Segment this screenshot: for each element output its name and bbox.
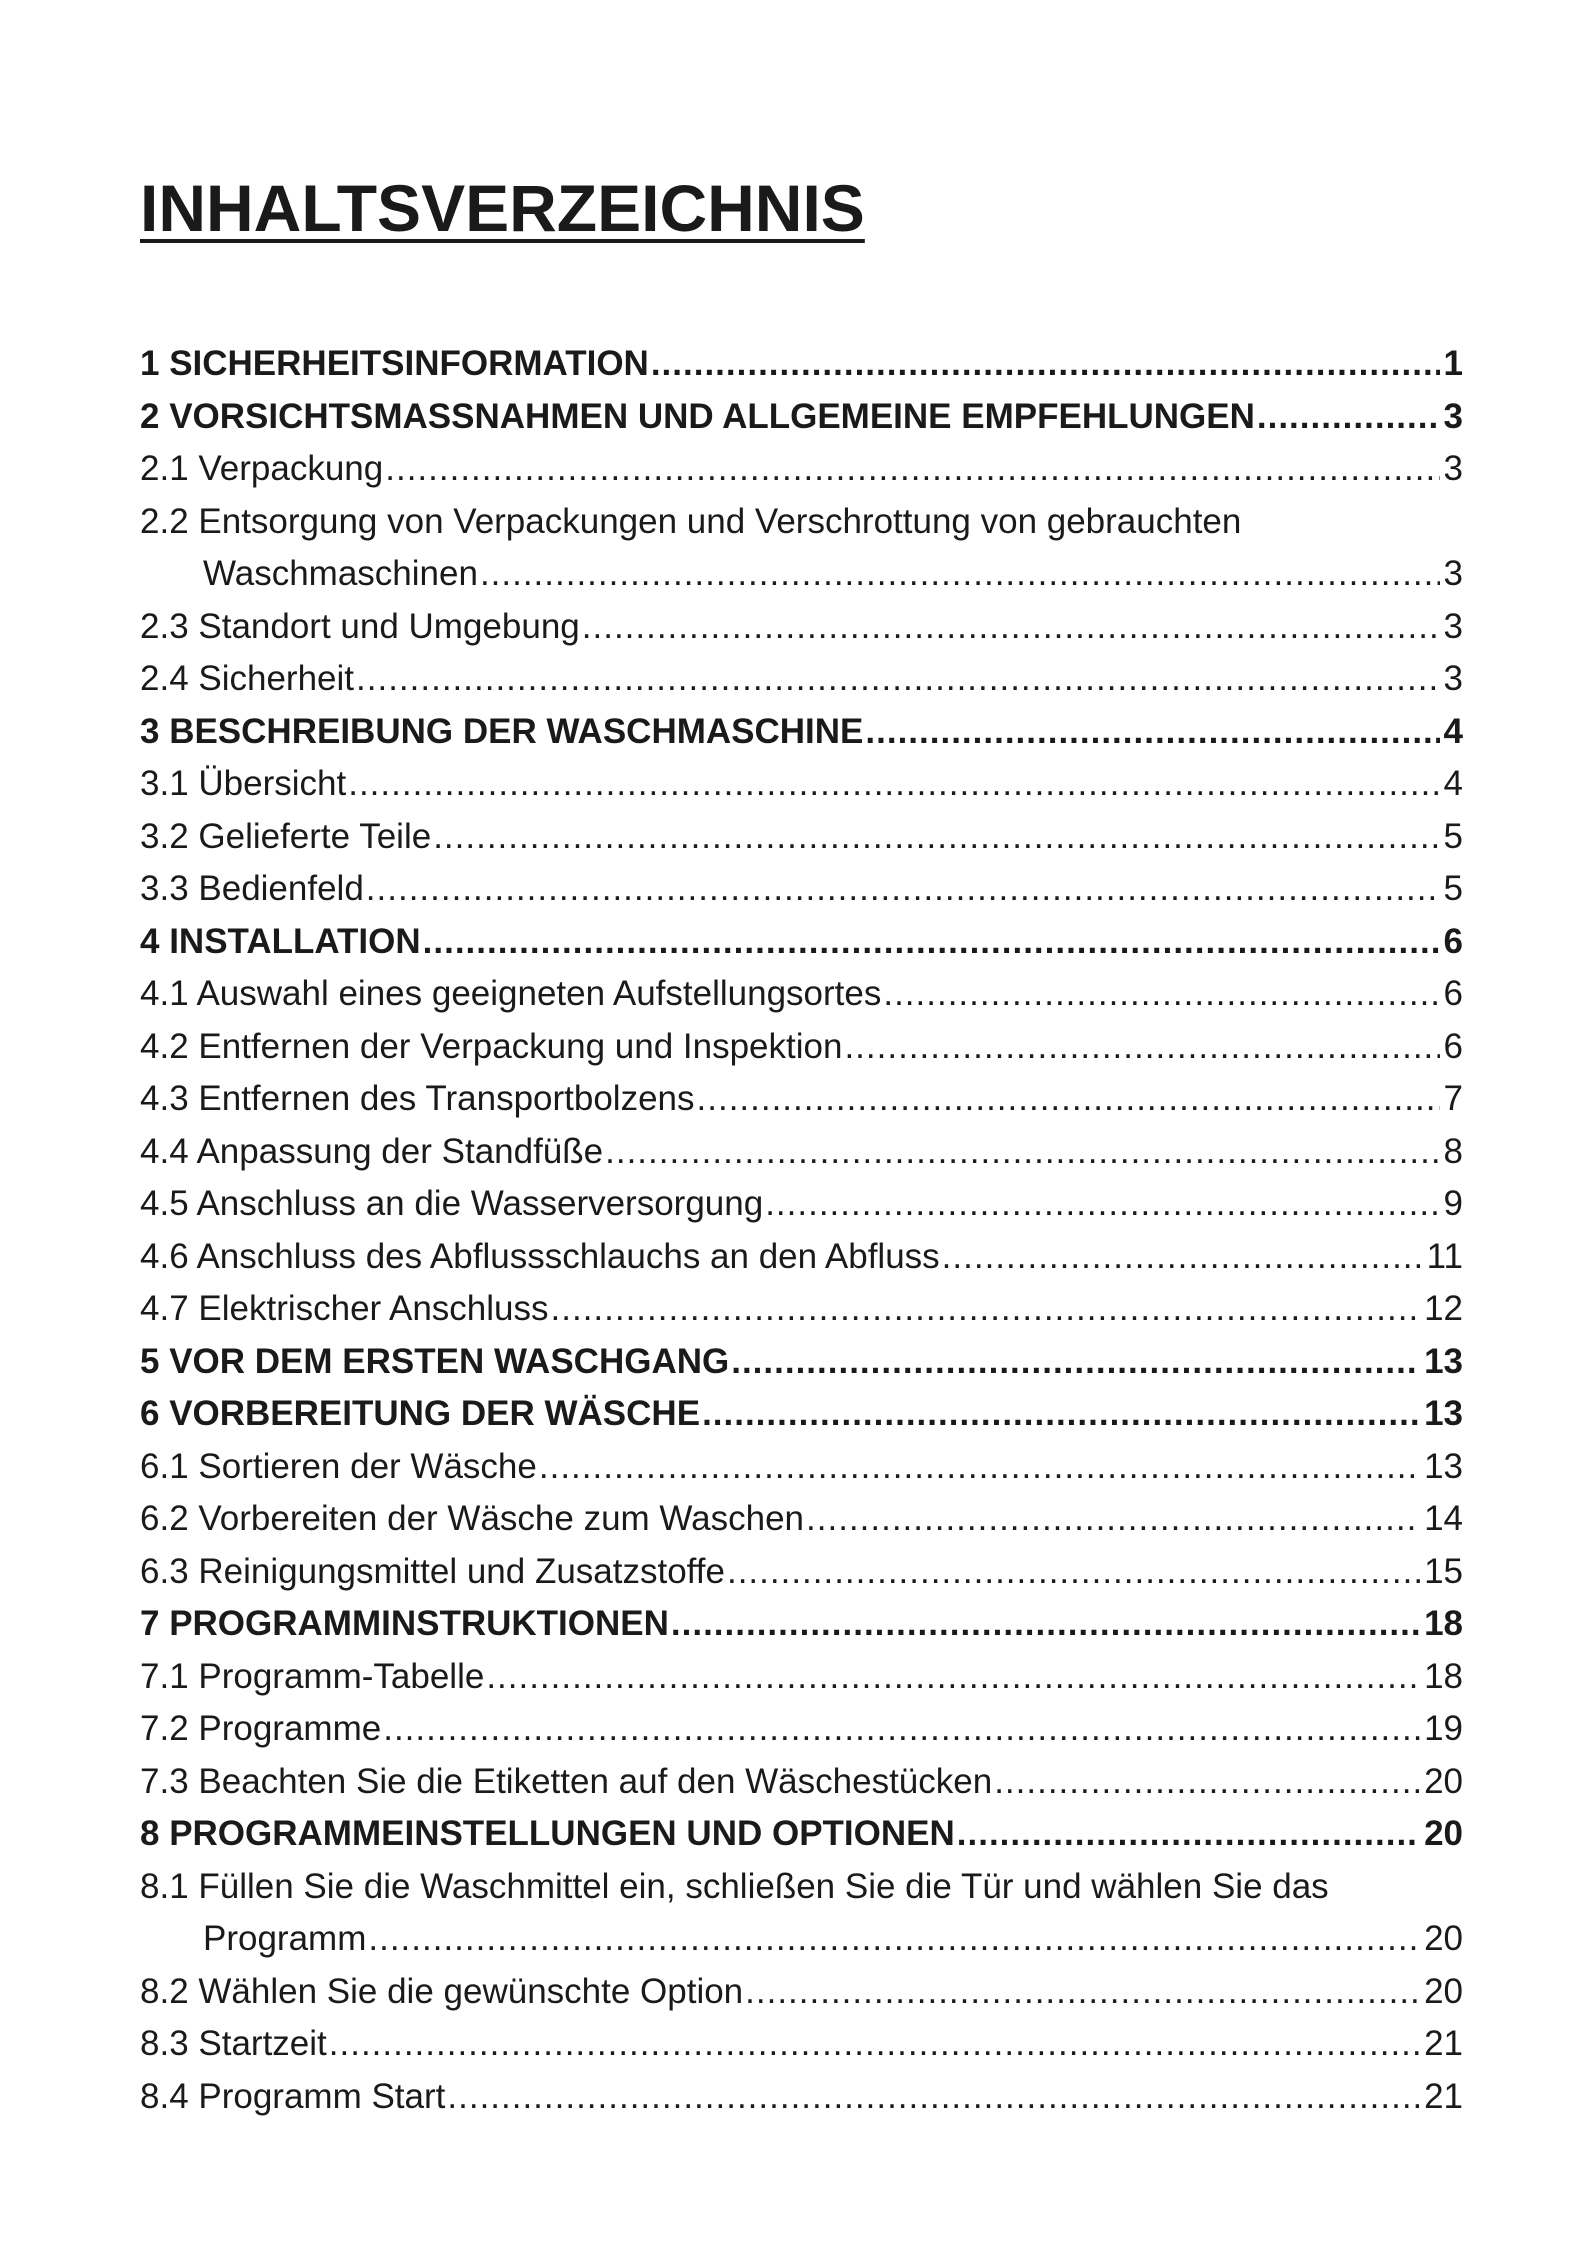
dot-leader <box>697 1073 1440 1126</box>
toc-entry-label: 3.1 Übersicht <box>140 764 347 803</box>
toc-entry-row <box>140 391 1463 444</box>
table-of-contents <box>140 338 1463 2123</box>
toc-entry[interactable] <box>140 1598 1463 1651</box>
toc-entry-label: 8.2 Wählen Sie die gewünschte Option <box>140 1971 744 2011</box>
toc-entry[interactable] <box>140 653 1463 706</box>
toc-entry-label-line1: 8.1 Füllen Sie die Waschmittel ein, schließen Sie die Tür und wählen Sie das <box>140 1866 1329 1906</box>
dot-leader <box>865 706 1439 759</box>
toc-entry-row <box>140 601 1463 654</box>
toc-entry[interactable] <box>140 1178 1463 1231</box>
dot-leader <box>994 1756 1420 1809</box>
toc-entry-label: 2.1 Verpackung <box>140 449 384 488</box>
toc-entry-row <box>140 968 1463 1021</box>
toc-entry[interactable] <box>140 863 1463 916</box>
toc-entry-row <box>140 1283 1463 1336</box>
toc-entry-label: 6.2 Vorbereiten der Wäsche zum Waschen <box>140 1499 805 1538</box>
toc-entry-page-number: 8 <box>1443 1131 1463 1171</box>
toc-entry[interactable] <box>140 1756 1463 1809</box>
toc-entry-page-number: 12 <box>1424 1289 1463 1328</box>
toc-entry-page-number: 6 <box>1443 921 1463 961</box>
toc-entry-row <box>140 1178 1463 1231</box>
dot-leader <box>844 1021 1439 1074</box>
toc-entry[interactable] <box>140 1336 1463 1389</box>
toc-entry-label: 3.3 Bedienfeld <box>140 869 364 908</box>
toc-entry-row <box>140 443 1463 496</box>
toc-entry-row <box>140 1598 1463 1651</box>
toc-entry-label: 4.3 Entfernen des Transportbolzens <box>140 1079 695 1118</box>
toc-entry-page-number: 3 <box>1443 449 1463 488</box>
toc-entry-label: 4.4 Anpassung der Standfüße <box>140 1131 604 1171</box>
dot-leader <box>582 601 1440 654</box>
toc-entry-label: 4.1 Auswahl eines geeigneten Aufstellungsortes <box>140 974 882 1013</box>
dot-leader <box>957 1808 1420 1861</box>
dot-leader <box>486 1651 1420 1704</box>
toc-entry-row <box>140 338 1463 391</box>
toc-entry-label: Waschmaschinen <box>203 554 478 593</box>
toc-entry[interactable] <box>140 1283 1463 1336</box>
dot-leader <box>806 1493 1420 1546</box>
toc-entry-page-number: 13 <box>1424 1446 1463 1486</box>
dot-leader <box>368 1913 1420 1966</box>
toc-entry-label: 6 VORBEREITUNG DER WÄSCHE <box>140 1394 701 1433</box>
toc-entry-label: 4 INSTALLATION <box>140 921 421 961</box>
toc-entry-page-number: 3 <box>1443 659 1463 698</box>
toc-entry-page-number: 5 <box>1443 869 1463 908</box>
dot-leader <box>348 758 1439 811</box>
toc-entry-page-number: 4 <box>1443 764 1463 803</box>
toc-entry-label: 4.7 Elektrischer Anschluss <box>140 1289 549 1328</box>
toc-entry-page-number: 6 <box>1443 974 1463 1013</box>
toc-entry-row <box>140 1231 1463 1284</box>
dot-leader <box>539 1441 1420 1494</box>
toc-entry-page-number: 1 <box>1443 344 1463 383</box>
toc-entry-row <box>140 811 1463 864</box>
toc-entry[interactable] <box>140 758 1463 811</box>
toc-entry-label: 8 PROGRAMMEINSTELLUNGEN UND OPTIONEN <box>140 1814 955 1853</box>
dot-leader <box>671 1598 1420 1651</box>
dot-leader <box>329 2018 1420 2071</box>
toc-entry-row <box>140 653 1463 706</box>
dot-leader <box>745 1966 1420 2019</box>
toc-entry-page-number: 20 <box>1424 1814 1463 1853</box>
toc-entry-row <box>140 1703 1463 1756</box>
toc-entry-page-number: 21 <box>1424 2024 1463 2063</box>
toc-entry-row <box>140 1336 1463 1389</box>
toc-entry-page-number: 14 <box>1424 1499 1463 1538</box>
toc-entry[interactable] <box>140 443 1463 496</box>
toc-entry-row <box>140 1546 1463 1599</box>
toc-entry-row <box>140 1756 1463 1809</box>
toc-entry[interactable] <box>140 706 1463 759</box>
toc-entry-page-number: 3 <box>1443 554 1463 593</box>
toc-entry-row <box>140 1808 1463 1861</box>
toc-entry-row <box>140 1913 1463 1966</box>
dot-leader <box>383 1703 1420 1756</box>
toc-entry[interactable] <box>140 1231 1463 1284</box>
toc-entry-label: 3.2 Gelieferte Teile <box>140 816 432 856</box>
toc-entry-row <box>140 1388 1463 1441</box>
toc-entry-label: 2 VORSICHTSMASSNAHMEN UND ALLGEMEINE EMPFEHLUNGEN <box>140 396 1255 436</box>
dot-leader <box>480 548 1440 601</box>
toc-entry-label: 4.5 Anschluss an die Wasserversorgung <box>140 1184 764 1223</box>
toc-entry-label: 8.4 Programm Start <box>140 2076 446 2116</box>
toc-entry-row <box>140 1073 1463 1126</box>
toc-entry-row <box>140 863 1463 916</box>
toc-entry[interactable] <box>140 1808 1463 1861</box>
toc-entry[interactable] <box>140 1546 1463 1599</box>
toc-entry-row <box>140 548 1463 601</box>
toc-entry-label: 6.3 Reinigungsmittel und Zusatzstoffe <box>140 1551 725 1591</box>
dot-leader <box>423 916 1440 969</box>
dot-leader <box>356 653 1440 706</box>
toc-entry[interactable] <box>140 811 1463 864</box>
toc-entry[interactable] <box>140 2071 1463 2124</box>
toc-entry-label-line1: 2.2 Entsorgung von Verpackungen und Verschrottung von gebrauchten <box>140 501 1242 541</box>
dot-leader <box>942 1231 1423 1284</box>
toc-entry[interactable] <box>140 601 1463 654</box>
toc-entry-label: 4.6 Anschluss des Abflussschlauchs an den Abfluss <box>140 1236 940 1276</box>
dot-leader <box>1257 391 1440 444</box>
toc-entry[interactable] <box>140 1021 1463 1074</box>
toc-entry-label: 5 VOR DEM ERSTEN WASCHGANG <box>140 1341 730 1381</box>
dot-leader <box>605 1126 1439 1179</box>
toc-entry[interactable] <box>140 1651 1463 1704</box>
dot-leader <box>727 1546 1420 1599</box>
dot-leader <box>731 1336 1420 1389</box>
toc-entry-row <box>140 758 1463 811</box>
toc-entry-page-number: 13 <box>1424 1341 1463 1381</box>
toc-entry[interactable] <box>140 2018 1463 2071</box>
toc-entry-label: 6.1 Sortieren der Wäsche <box>140 1446 537 1486</box>
toc-entry-page-number: 3 <box>1443 396 1463 436</box>
toc-entry-page-number: 5 <box>1443 816 1463 856</box>
toc-entry-page-number: 3 <box>1443 606 1463 646</box>
toc-entry-page-number: 19 <box>1424 1709 1463 1748</box>
toc-entry-page-number: 13 <box>1424 1394 1463 1433</box>
toc-entry-label: 4.2 Entfernen der Verpackung und Inspektion <box>140 1026 843 1066</box>
toc-entry[interactable] <box>140 1703 1463 1756</box>
toc-entry[interactable] <box>140 1388 1463 1441</box>
dot-leader <box>765 1178 1439 1231</box>
toc-entry-label: 7.2 Programme <box>140 1709 382 1748</box>
dot-leader <box>366 863 1440 916</box>
toc-entry-row <box>140 1493 1463 1546</box>
toc-entry[interactable] <box>140 1126 1463 1179</box>
toc-entry[interactable] <box>140 391 1463 444</box>
toc-entry-page-number: 7 <box>1443 1079 1463 1118</box>
toc-entry-label: 7.1 Programm-Tabelle <box>140 1656 485 1696</box>
toc-entry[interactable] <box>140 916 1463 969</box>
toc-entry-row <box>140 2071 1463 2124</box>
toc-entry-row <box>140 1126 1463 1179</box>
dot-leader <box>883 968 1439 1021</box>
toc-entry-row <box>140 1441 1463 1494</box>
toc-entry[interactable] <box>140 1073 1463 1126</box>
dot-leader <box>702 1388 1420 1441</box>
toc-entry-label: 7.3 Beachten Sie die Etiketten auf den Wäschestücken <box>140 1761 993 1801</box>
toc-entry-page-number: 4 <box>1443 711 1463 751</box>
toc-entry[interactable] <box>140 496 1463 601</box>
toc-entry-page-number: 15 <box>1424 1551 1463 1591</box>
toc-entry-page-number: 21 <box>1424 2076 1463 2116</box>
toc-entry-label: 1 SICHERHEITSINFORMATION <box>140 344 649 383</box>
toc-entry-page-number: 20 <box>1424 1761 1463 1801</box>
toc-entry-label: 8.3 Startzeit <box>140 2024 327 2063</box>
toc-entry-page-number: 20 <box>1424 1919 1463 1958</box>
dot-leader <box>651 338 1440 391</box>
dot-leader <box>385 443 1439 496</box>
toc-entry-row <box>140 1966 1463 2019</box>
toc-entry[interactable] <box>140 1966 1463 2019</box>
toc-entry[interactable] <box>140 968 1463 1021</box>
toc-entry-page-number: 11 <box>1426 1236 1463 1276</box>
toc-entry-row <box>140 1651 1463 1704</box>
toc-entry[interactable] <box>140 338 1463 391</box>
dot-leader <box>433 811 1439 864</box>
toc-entry-label: 2.3 Standort und Umgebung <box>140 606 580 646</box>
toc-entry-page-number: 9 <box>1443 1184 1463 1223</box>
toc-entry-row <box>140 706 1463 759</box>
toc-entry-row <box>140 2018 1463 2071</box>
toc-entry-label: 7 PROGRAMMINSTRUKTIONEN <box>140 1604 669 1643</box>
toc-entry-label: 2.4 Sicherheit <box>140 659 355 698</box>
toc-entry[interactable] <box>140 1861 1463 1966</box>
dot-leader <box>447 2071 1420 2124</box>
toc-entry-page-number: 6 <box>1443 1026 1463 1066</box>
toc-entry-row <box>140 1021 1463 1074</box>
toc-entry-label: 3 BESCHREIBUNG DER WASCHMASCHINE <box>140 711 864 751</box>
toc-entry-page-number: 18 <box>1424 1656 1463 1696</box>
page-title: INHALTSVERZEICHNIS <box>140 171 865 245</box>
toc-entry-page-number: 18 <box>1424 1604 1463 1643</box>
toc-entry[interactable] <box>140 1493 1463 1546</box>
dot-leader <box>551 1283 1421 1336</box>
toc-entry[interactable] <box>140 1441 1463 1494</box>
toc-entry-row <box>140 916 1463 969</box>
toc-entry-page-number: 20 <box>1424 1971 1463 2011</box>
toc-entry-label: Programm <box>203 1919 367 1958</box>
